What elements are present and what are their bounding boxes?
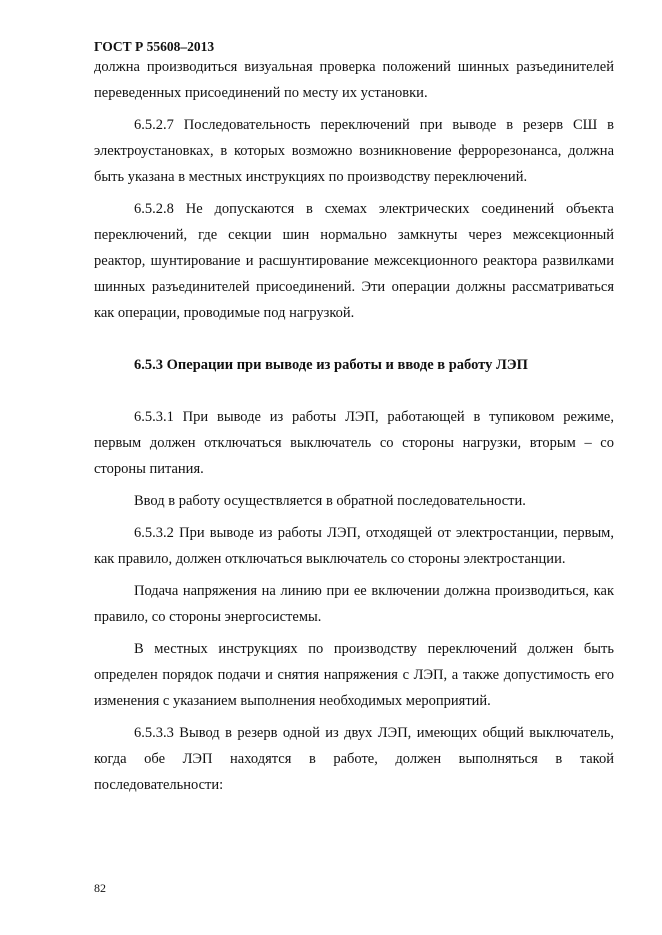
paragraph-6-5-3-1: 6.5.3.1 При выводе из работы ЛЭП, работающей в тупиковом режиме, первым должен отключаться выключатель со стороны нагрузки, вторым – со стороны питания.	[94, 409, 614, 477]
paragraph: Ввод в работу осуществляется в обратной последовательности.	[134, 493, 526, 509]
page-header-standard-id: ГОСТ Р 55608–2013	[94, 39, 215, 54]
paragraph-6-5-3-3: 6.5.3.3 Вывод в резерв одной из двух ЛЭП, имеющих общий выключатель, когда обе ЛЭП находятся в работе, должен выполняться в такой последовательности:	[94, 725, 614, 793]
page-number: 82	[94, 881, 106, 895]
document-body	[94, 54, 614, 798]
paragraph: должна производиться визуальная проверка положений шинных разъединителей переведенных присоединений по месту их установки.	[94, 59, 614, 101]
paragraph-6-5-2-7: 6.5.2.7 Последовательность переключений при выводе в резерв СШ в электроустановках, в которых возможно возникновение феррорезонанса, должна быть указана в местных инструкциях по производству переключений.	[94, 117, 614, 185]
paragraph-6-5-2-8: 6.5.2.8 Не допускаются в схемах электрических соединений объекта переключений, где секции шин нормально замкнуты через межсекционный реактор, шунтирование и расшунтирование межсекционного реактора развилками шинных разъединителей присоединений. Эти операции должны рассматриваться как операции, проводимые под нагрузкой.	[94, 201, 614, 321]
paragraph-6-5-3-2: 6.5.3.2 При выводе из работы ЛЭП, отходящей от электростанции, первым, как правило, должен отключаться выключатель со стороны электростанции.	[94, 525, 614, 567]
section-heading-6-5-3: 6.5.3 Операции при выводе из работы и вводе в работу ЛЭП	[134, 357, 528, 373]
paragraph: Подача напряжения на линию при ее включении должна производиться, как правило, со стороны энергосистемы.	[94, 583, 614, 625]
paragraph: В местных инструкциях по производству переключений должен быть определен порядок подачи и снятия напряжения с ЛЭП, а также допустимость его изменения с указанием выполнения необходимых мероприятий.	[94, 641, 614, 709]
